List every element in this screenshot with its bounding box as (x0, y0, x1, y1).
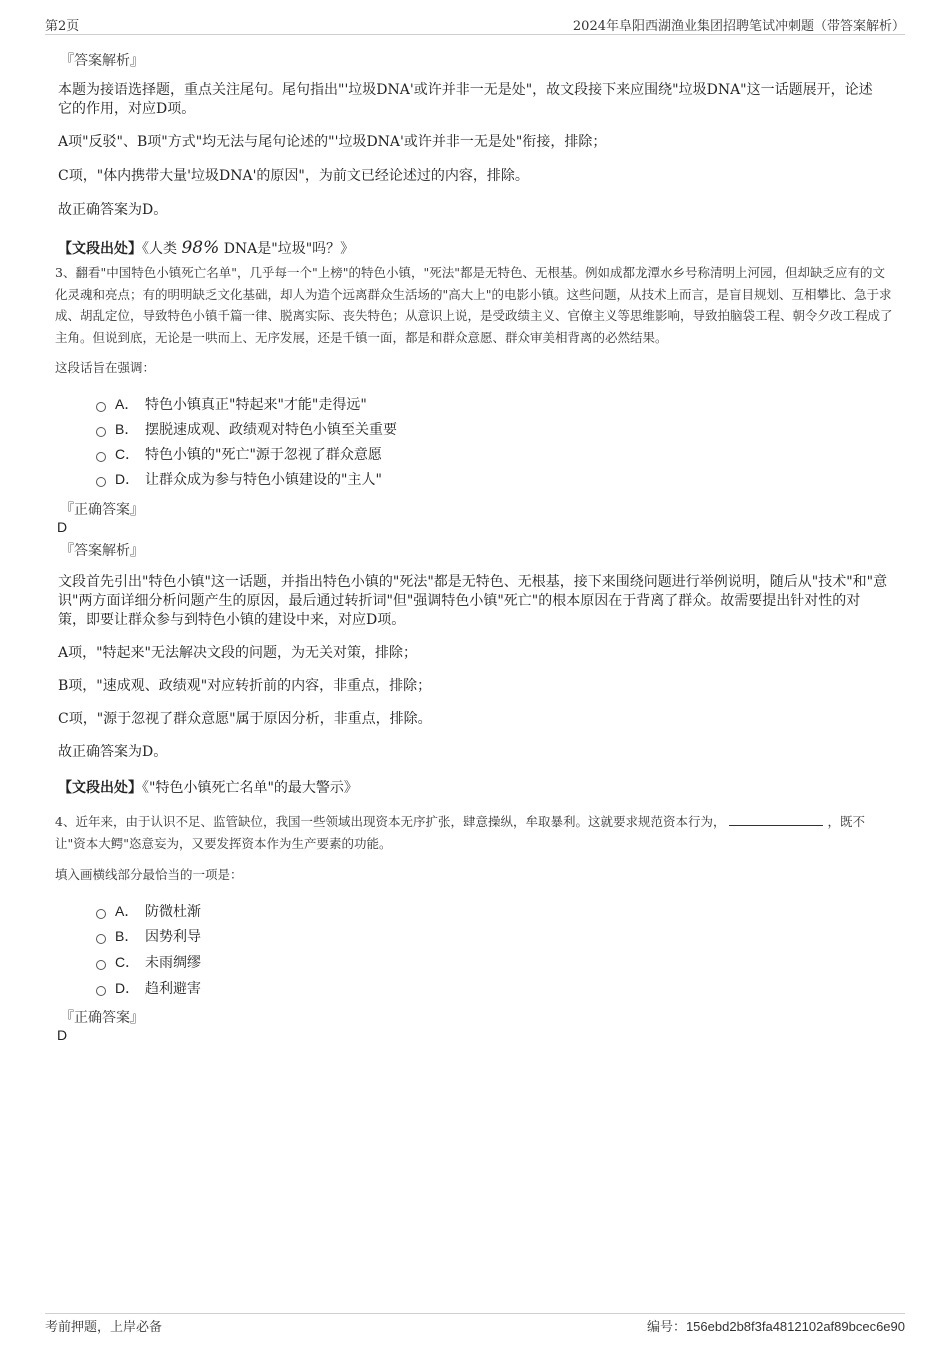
q3-option-a[interactable]: A． 特色小镇真正"特起来"才能"走得远" (96, 394, 367, 414)
q3-correct-label: 『正确答案』 (60, 502, 144, 518)
q3-source-label: 【文段出处】 (58, 780, 142, 796)
page-footer (45, 1313, 905, 1335)
q3-analysis-p4: C项，"源于忽视了群众意愿"属于原因分析，非重点，排除。 (58, 711, 432, 727)
q4-option-a[interactable]: A． 防微杜渐 (96, 901, 201, 921)
q3-analysis-p2: A项，"特起来"无法解决文段的问题，为无关对策，排除； (58, 645, 417, 661)
radio-icon[interactable] (96, 960, 106, 970)
q3-option-b[interactable]: B． 摆脱速成观、政绩观对特色小镇至关重要 (96, 419, 397, 439)
q3-analysis-p5: 故正确答案为D。 (58, 744, 168, 760)
radio-icon[interactable] (96, 477, 106, 487)
q2-source-label: 【文段出处】 (58, 241, 142, 257)
q2-analysis-p4: 故正确答案为D。 (58, 202, 168, 218)
q3-prompt: 这段话旨在强调： (55, 360, 156, 375)
footer-slogan: 考前押题，上岸必备 (45, 1320, 163, 1335)
q3-analysis-label: 『答案解析』 (60, 543, 144, 559)
q3-option-d[interactable]: D． 让群众成为参与特色小镇建设的"主人" (96, 469, 382, 489)
q3-correct-answer: D (57, 519, 68, 535)
q2-analysis-label: 『答案解析』 (60, 53, 144, 69)
q4-prompt: 填入画横线部分最恰当的一项是： (55, 867, 243, 882)
page-number: 第2页 (45, 19, 80, 34)
q2-source-post: DNA是"垃圾"吗？》 (223, 241, 355, 257)
document-id: 编号：156ebd2b8f3fa4812102af89bcec6e90 (646, 1319, 905, 1334)
q3-source-text: 《"特色小镇死亡名单"的最大警示》 (142, 780, 358, 796)
document-title: 2024年阜阳西湖渔业集团招聘笔试冲刺题（带答案解析） (572, 19, 905, 34)
q2-analysis-p1: 本题为接语选择题，重点关注尾句。尾句指出"'垃圾DNA'或许并非一无是处"，故文段接下来应围绕"垃圾DNA"这一话题展开，论述它的作用，对应D项。 (58, 82, 873, 117)
q3-analysis-p3: B项，"速成观、政绩观"对应转折前的内容，非重点，排除； (58, 678, 432, 694)
q2-analysis-p3: C项，"体内携带大量'垃圾DNA'的原因"，为前文已经论述过的内容，排除。 (58, 168, 529, 184)
radio-icon[interactable] (96, 402, 106, 412)
radio-icon[interactable] (96, 909, 106, 919)
page-header (45, 14, 905, 35)
q4-option-c[interactable]: C． 未雨绸缪 (96, 952, 201, 972)
q2-source-pre: 《人类 (142, 241, 177, 257)
q2-analysis-p2: A项"反驳"、B项"方式"均无法与尾句论述的"'垃圾DNA'或许并非一无是处"衔接，排除； (58, 134, 607, 150)
q4-correct-label: 『正确答案』 (60, 1010, 144, 1026)
q4-correct-answer: D (57, 1027, 68, 1043)
q2-source (58, 238, 354, 258)
q4-option-b[interactable]: B． 因势利导 (96, 926, 201, 946)
radio-icon[interactable] (96, 986, 106, 996)
q2-source-num: 98% (181, 238, 220, 258)
radio-icon[interactable] (96, 934, 106, 944)
q3-source (58, 777, 358, 797)
q3-analysis-p1: 文段首先引出"特色小镇"这一话题，并指出特色小镇的"死法"都是无特色、无根基，接下来围绕问题进行举例说明，随后从"技术"和"意识"两方面详细分析问题产生的原因，最后通过转折词"但"强调特色小镇"死亡"的根本原因在于背离了群众。故需要提出针对性的对策，即要让群众参与到特色小镇的建设中来，对应D项。 (58, 574, 888, 628)
fill-blank (729, 813, 823, 826)
radio-icon[interactable] (96, 452, 106, 462)
radio-icon[interactable] (96, 427, 106, 437)
q4-option-d[interactable]: D． 趋利避害 (96, 978, 201, 998)
q3-stem: 3、翻看"中国特色小镇死亡名单"，几乎每一个"上榜"的特色小镇，"死法"都是无特色、无根基。例如成都龙潭水乡号称清明上河园，但却缺乏应有的文化灵魂和亮点；有的明明缺乏文化基础，却人为造个远离群众生活场的"高大上"的电影小镇。这些问题，从技术上而言，是盲目规划、互相攀比、急于求成、胡乱定位，导致特色小镇千篇一律、脱离实际、丧失特色；从意识上说，是受政绩主义、官僚主义等思维影响，导致拍脑袋工程、朝令夕改工程成了主角。但说到底，无论是一哄而上、无序发展，还是千镇一面，都是和群众意愿、群众审美相背离的必然结果。 (55, 265, 893, 345)
q3-option-c[interactable]: C． 特色小镇的"死亡"源于忽视了群众意愿 (96, 444, 382, 464)
q4-stem: 4、近年来，由于认识不足、监管缺位，我国一些领域出现资本无序扩张，肆意操纵，牟取暴利。这就要求规范资本行为， ，既不让"资本大鳄"恣意妄为，又要发挥资本作为生产要素的功能。 (55, 814, 865, 851)
